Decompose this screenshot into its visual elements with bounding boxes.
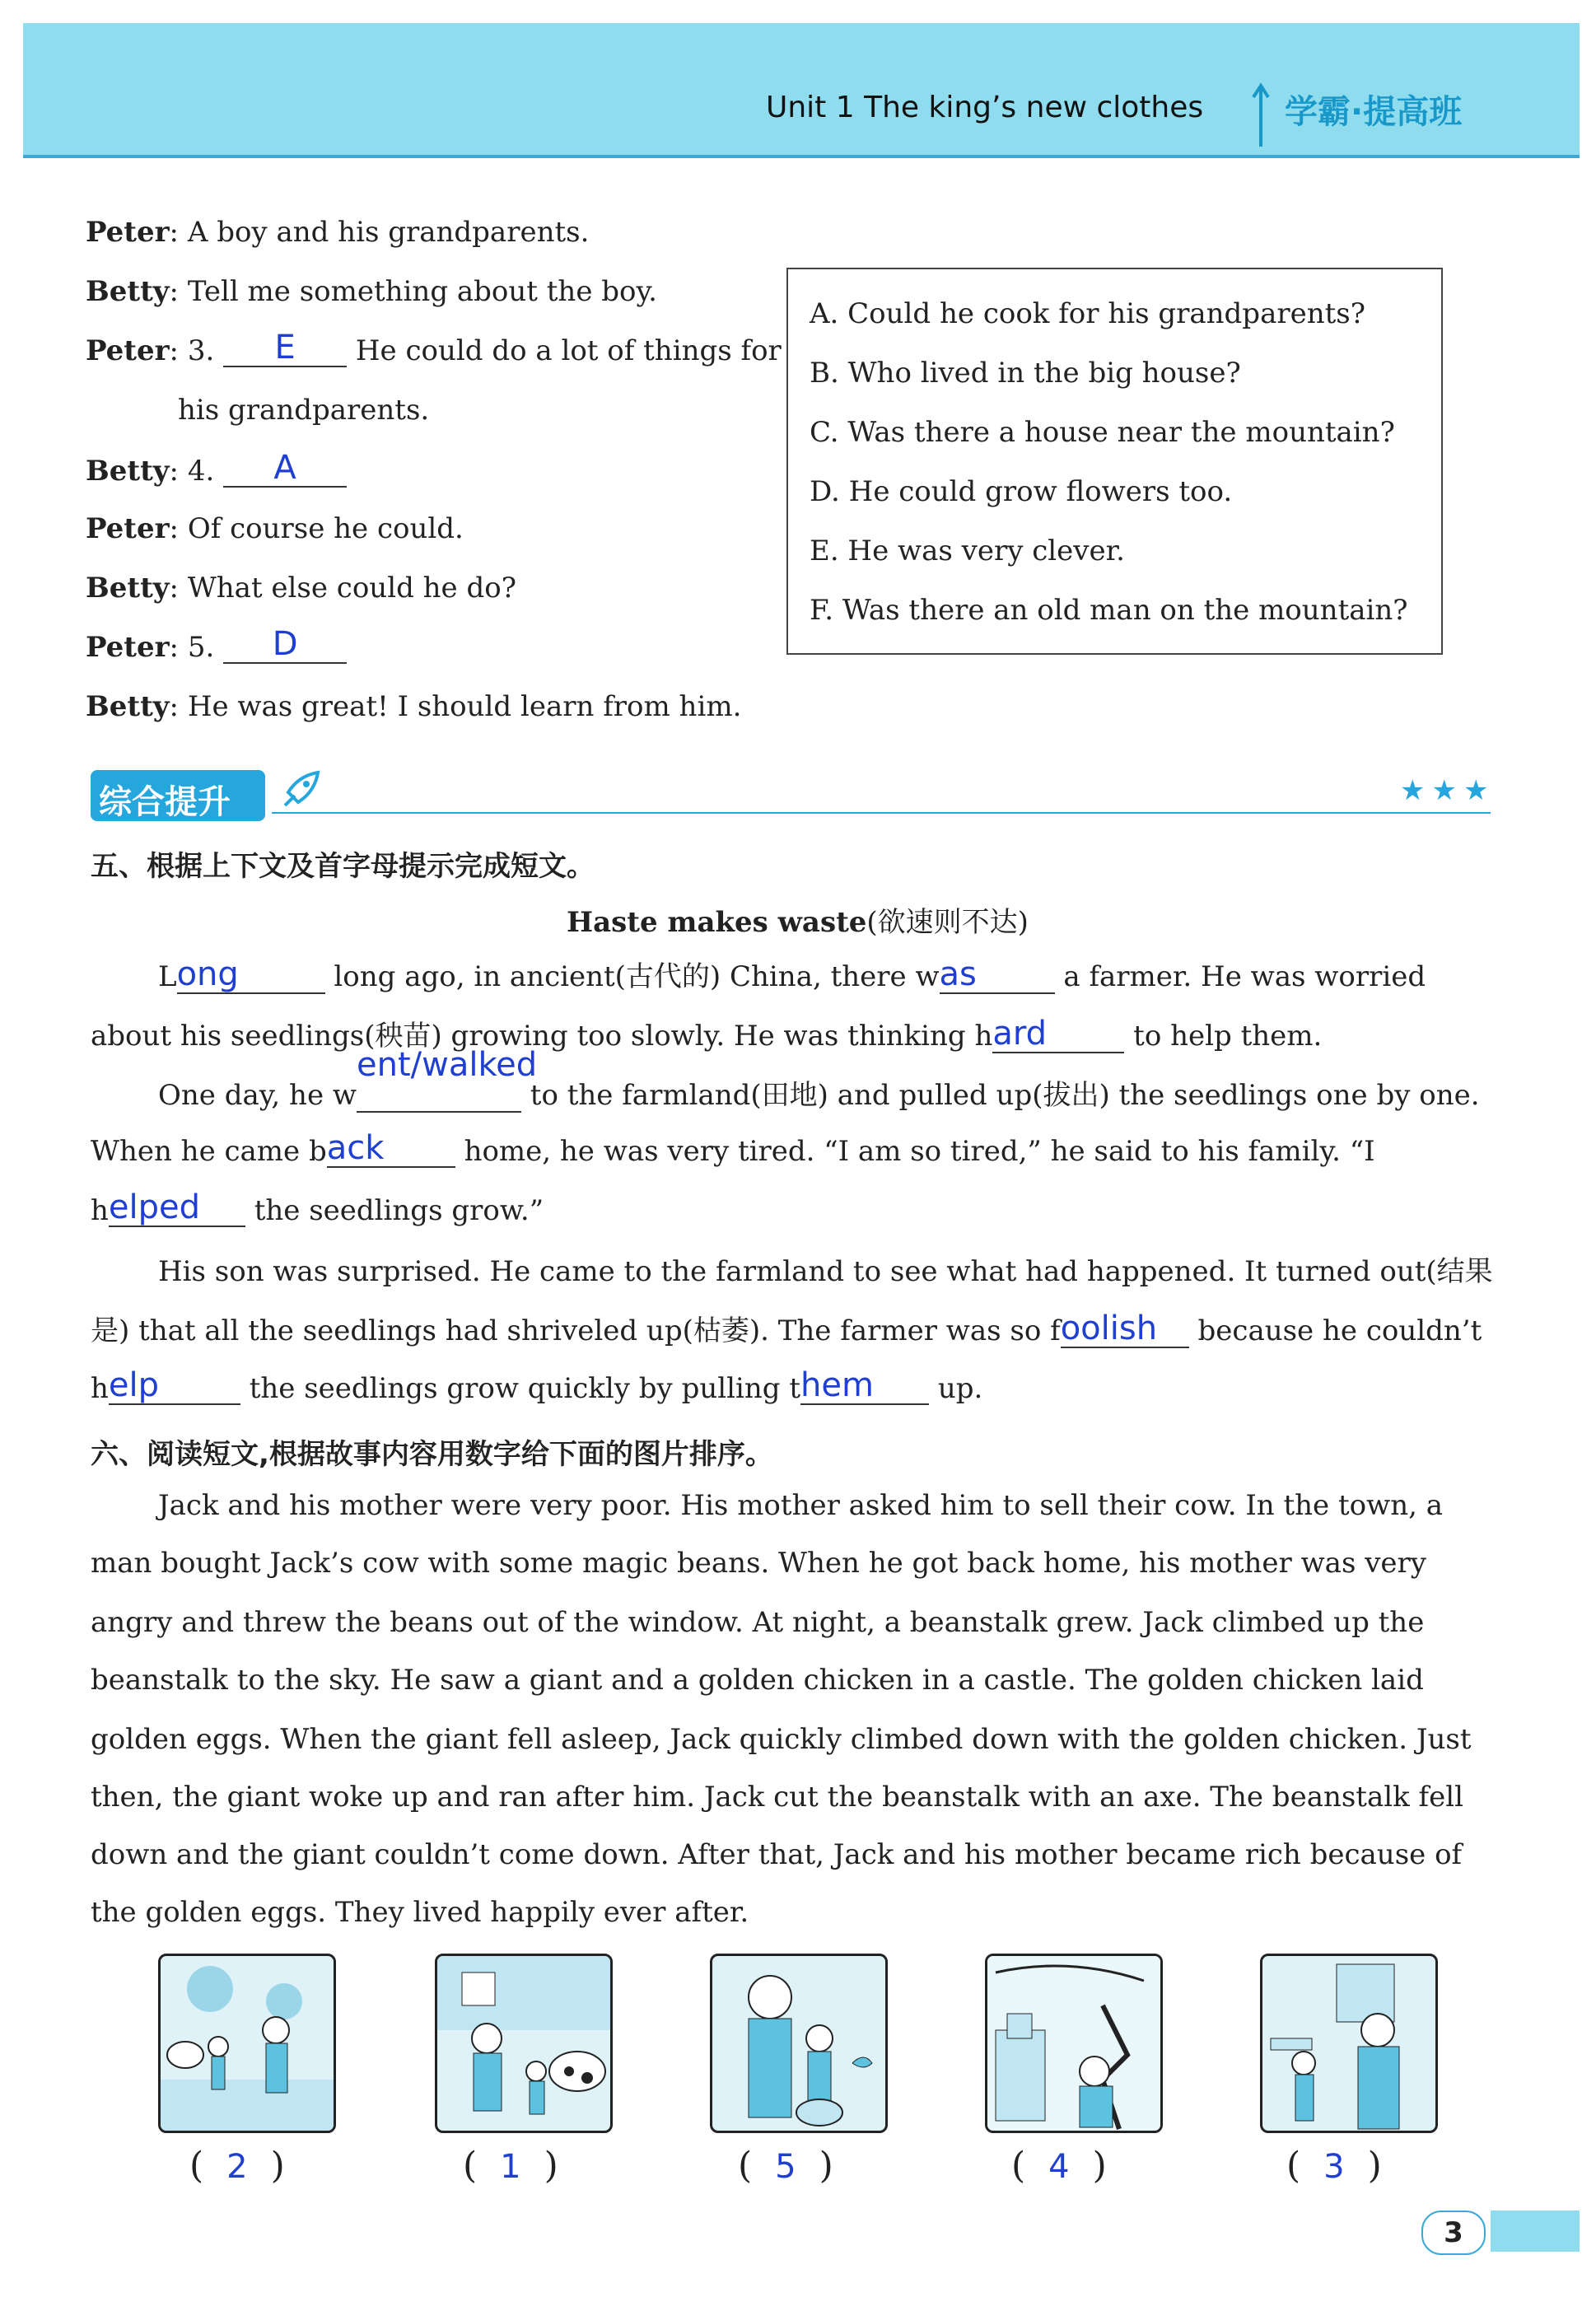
p5-line-3: One day, he w ent/walked to the farmland(田地) and pulled up(拔出) the seedlings one by one. [158, 1046, 1480, 1112]
rocket-icon [277, 768, 323, 814]
passage-title: Haste makes waste(欲速则不达) [567, 906, 1029, 939]
story-line-2: man bought Jack’s cow with some magic beans. When he got back home, his mother was very [91, 1547, 1426, 1580]
option-b: B. Who lived in the big house? [810, 357, 1241, 390]
order-answer-2: ( 1 ) [463, 2145, 558, 2187]
dialogue-line-6: Betty: What else could he do? [86, 572, 516, 605]
story-line-3: angry and threw the beans out of the window. At night, a beanstalk grew. Jack climbed up the [91, 1606, 1425, 1639]
dialogue-line-3: Peter: 3. E He could do a lot of things for [86, 329, 782, 367]
dialogue-line-4: Betty: 4. A [86, 450, 347, 488]
p5-line-1: Long long ago, in ancient(古代的) China, there was a farmer. He was worried [158, 955, 1426, 993]
part6-heading: 六、阅读短文,根据故事内容用数字给下面的图片排序。 [91, 1438, 773, 1471]
dialogue-line-8: Betty: He was great! I should learn from him. [86, 690, 742, 723]
p5-line-2: about his seedlings(秧苗) growing too slowly. He was thinking hard to help them. [91, 1015, 1323, 1053]
section-divider [272, 812, 1491, 814]
page-tab [1491, 2211, 1580, 2252]
blank-hard[interactable]: ard [992, 1015, 1124, 1053]
option-a: A. Could he cook for his grandparents? [810, 297, 1365, 330]
p5-line-7: 是) that all the seedlings had shriveled up(枯萎). The farmer was so foolish because he couldn’t [91, 1310, 1482, 1347]
story-line-8: the golden eggs. They lived happily ever after. [91, 1896, 749, 1929]
brand-logo: 学霸·提高班 [1285, 93, 1463, 131]
dialogue-line-2: Betty: Tell me something about the boy. [86, 275, 657, 308]
option-c: C. Was there a house near the mountain? [810, 416, 1395, 449]
option-e: E. He was very clever. [810, 535, 1125, 567]
story-picture-1 [158, 1954, 336, 2133]
p5-line-8: help the seedlings grow quickly by pulling them up. [91, 1366, 983, 1405]
part5-heading: 五、根据上下文及首字母提示完成短文。 [91, 850, 595, 883]
section-label: 综合提升 [99, 783, 231, 821]
blank-them[interactable]: hem [800, 1367, 929, 1405]
p5-line-5: helped the seedlings grow.” [91, 1188, 544, 1227]
story-line-1: Jack and his mother were very poor. His mother asked him to sell their cow. In the town, a [158, 1489, 1443, 1522]
blank-back[interactable]: ack [327, 1130, 455, 1168]
answer-blank-5[interactable]: D [223, 626, 347, 664]
page-number: 3 [1421, 2211, 1486, 2255]
dialogue-line-7: Peter: 5. D [86, 626, 347, 664]
p5-line-4: When he came back home, he was very tired. “I am so tired,” he said to his family. “I [91, 1129, 1375, 1168]
option-d: D. He could grow flowers too. [810, 475, 1233, 508]
p5-line-6: His son was surprised. He came to the farmland to see what had happened. It turned out(结果 [158, 1255, 1493, 1288]
story-picture-3 [710, 1954, 888, 2133]
story-line-5: golden eggs. When the giant fell asleep, Jack quickly climbed down with the golden chicken. Just [91, 1723, 1472, 1756]
up-arrow-icon [1250, 82, 1272, 148]
blank-foolish[interactable]: oolish [1061, 1310, 1189, 1348]
story-picture-2 [435, 1954, 613, 2133]
story-picture-4 [985, 1954, 1163, 2133]
options-box [786, 268, 1443, 655]
dialogue-line-1: Peter: A boy and his grandparents. [86, 216, 590, 249]
blank-help[interactable]: elp [109, 1367, 240, 1405]
blank-was[interactable]: as [940, 956, 1055, 994]
option-f: F. Was there an old man on the mountain? [810, 594, 1408, 627]
story-line-6: then, the giant woke up and ran after him. Jack cut the beanstalk with an axe. The beanstalk fell [91, 1781, 1463, 1814]
story-line-4: beanstalk to the sky. He saw a giant and a golden chicken in a castle. The golden chicken laid [91, 1664, 1424, 1697]
answer-blank-4[interactable]: A [223, 450, 347, 488]
dialogue-line-5: Peter: Of course he could. [86, 512, 464, 545]
blank-went[interactable]: ent/walked [357, 1075, 521, 1113]
header-divider [23, 155, 1580, 158]
order-answer-4: ( 4 ) [1011, 2145, 1107, 2187]
story-picture-5 [1260, 1954, 1438, 2133]
difficulty-stars: ★★★ [1400, 774, 1496, 807]
order-answer-1: ( 2 ) [189, 2145, 285, 2187]
blank-long[interactable]: ong [177, 956, 325, 994]
blank-helped[interactable]: elped [109, 1189, 245, 1227]
order-answer-3: ( 5 ) [738, 2145, 833, 2187]
story-line-7: down and the giant couldn’t come down. After that, Jack and his mother became rich because of [91, 1838, 1463, 1871]
answer-blank-3[interactable]: E [223, 329, 347, 367]
dialogue-line-3-cont: his grandparents. [178, 394, 430, 427]
unit-title: Unit 1 The king’s new clothes [766, 91, 1204, 124]
order-answer-5: ( 3 ) [1286, 2145, 1382, 2187]
